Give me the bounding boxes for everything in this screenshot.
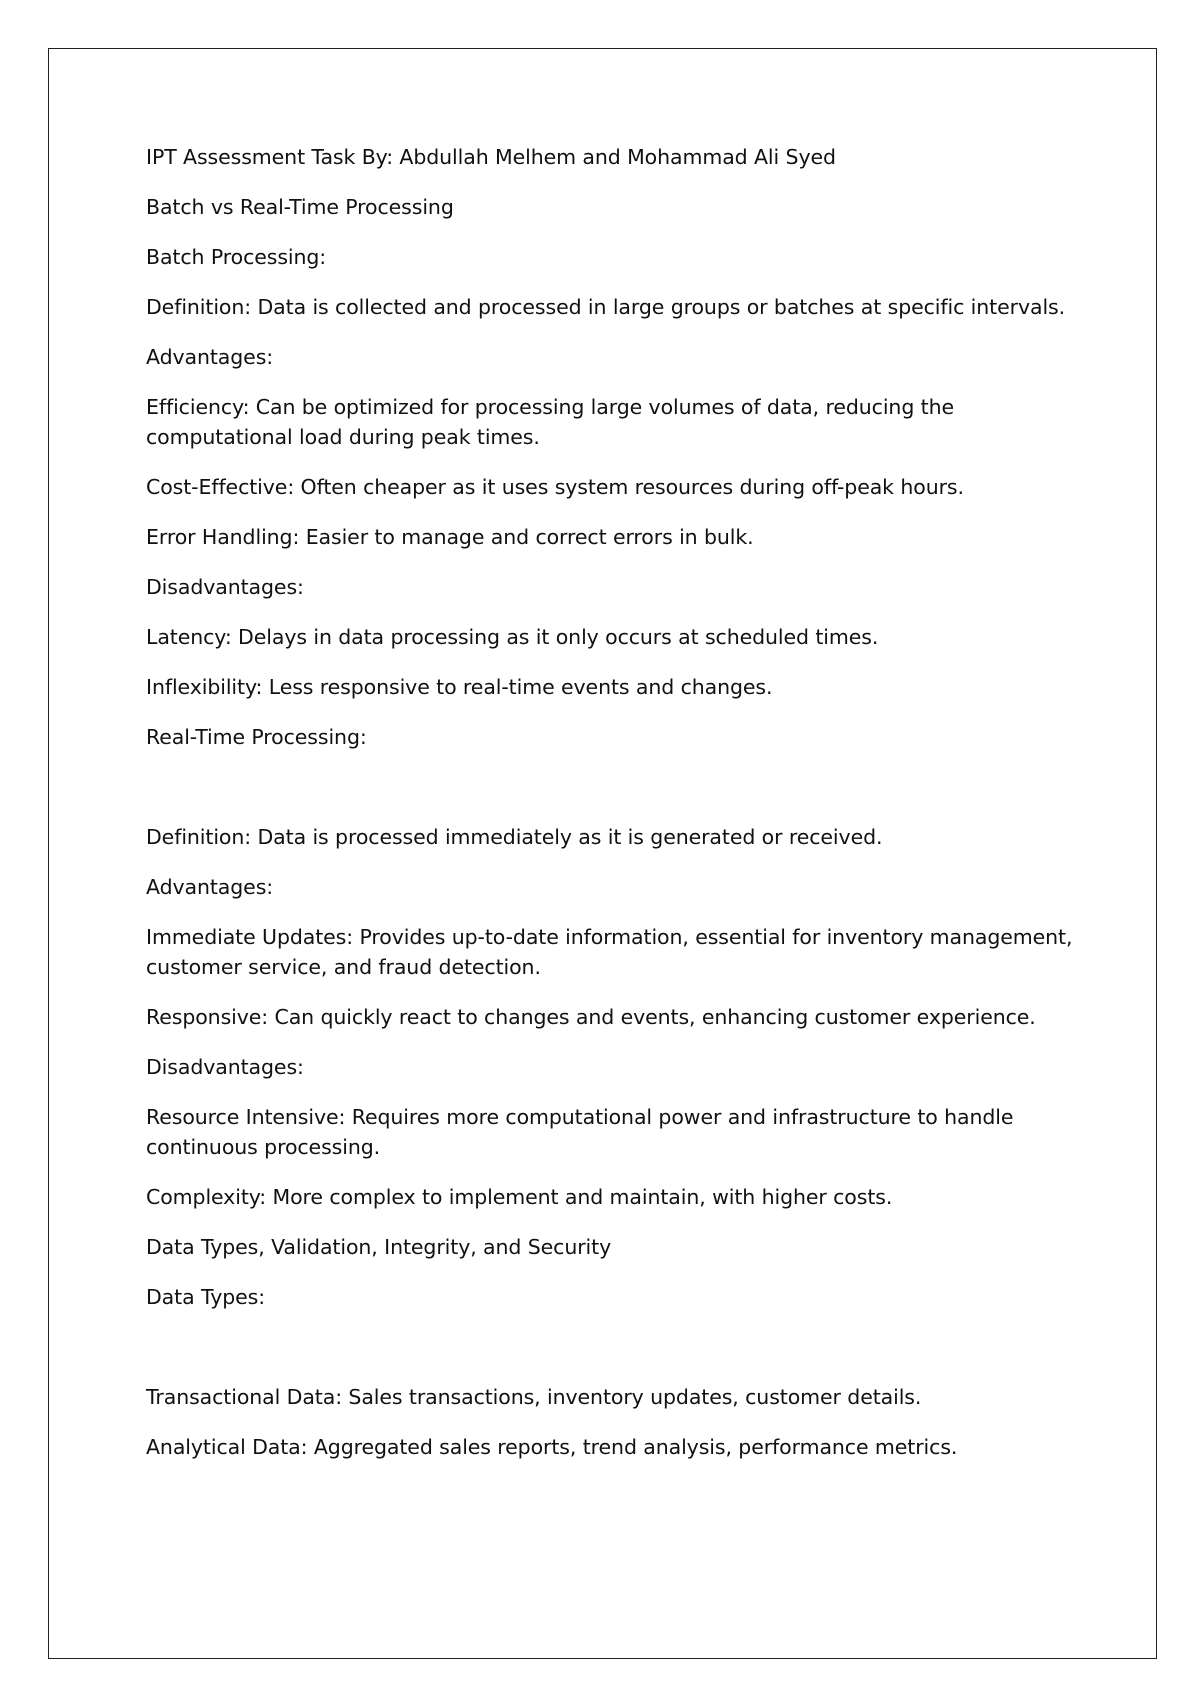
realtime-advantages-heading: Advantages: [146, 875, 274, 899]
batch-advantages-heading: Advantages: [146, 345, 274, 369]
realtime-heading: Real-Time Processing: [146, 725, 367, 749]
data-type-item: Analytical Data: Aggregated sales reports, trend analysis, performance metrics. [146, 1435, 958, 1459]
realtime-disadvantages-heading: Disadvantages: [146, 1055, 304, 1079]
blank-line [146, 772, 1076, 822]
realtime-disadvantage-item: Resource Intensive: Requires more computational power and infrastructure to handle continuous processing. [146, 1105, 1014, 1159]
batch-advantage-item: Error Handling: Easier to manage and correct errors in bulk. [146, 525, 754, 549]
batch-disadvantage-item: Latency: Delays in data processing as it only occurs at scheduled times. [146, 625, 879, 649]
section-heading-processing: Batch vs Real-Time Processing [146, 195, 454, 219]
batch-heading: Batch Processing: [146, 245, 327, 269]
data-type-item: Transactional Data: Sales transactions, inventory updates, customer details. [146, 1385, 922, 1409]
document-title: IPT Assessment Task By: Abdullah Melhem and Mohammad Ali Syed [146, 145, 836, 169]
realtime-disadvantage-item: Complexity: More complex to implement and maintain, with higher costs. [146, 1185, 893, 1209]
batch-advantage-item: Cost-Effective: Often cheaper as it uses system resources during off-peak hours. [146, 475, 964, 499]
section-heading-data: Data Types, Validation, Integrity, and Security [146, 1235, 612, 1259]
batch-disadvantages-heading: Disadvantages: [146, 575, 304, 599]
batch-advantage-item: Efficiency: Can be optimized for processing large volumes of data, reducing the computational load during peak times. [146, 395, 954, 449]
document-body [146, 142, 1076, 1482]
blank-line [146, 1332, 1076, 1382]
batch-definition: Definition: Data is collected and processed in large groups or batches at specific intervals. [146, 295, 1066, 319]
batch-disadvantage-item: Inflexibility: Less responsive to real-time events and changes. [146, 675, 773, 699]
realtime-advantage-item: Responsive: Can quickly react to changes and events, enhancing customer experience. [146, 1005, 1036, 1029]
realtime-advantage-item: Immediate Updates: Provides up-to-date information, essential for inventory management, customer service, and fraud detection. [146, 925, 1073, 979]
data-types-heading: Data Types: [146, 1285, 266, 1309]
realtime-definition: Definition: Data is processed immediately as it is generated or received. [146, 825, 883, 849]
